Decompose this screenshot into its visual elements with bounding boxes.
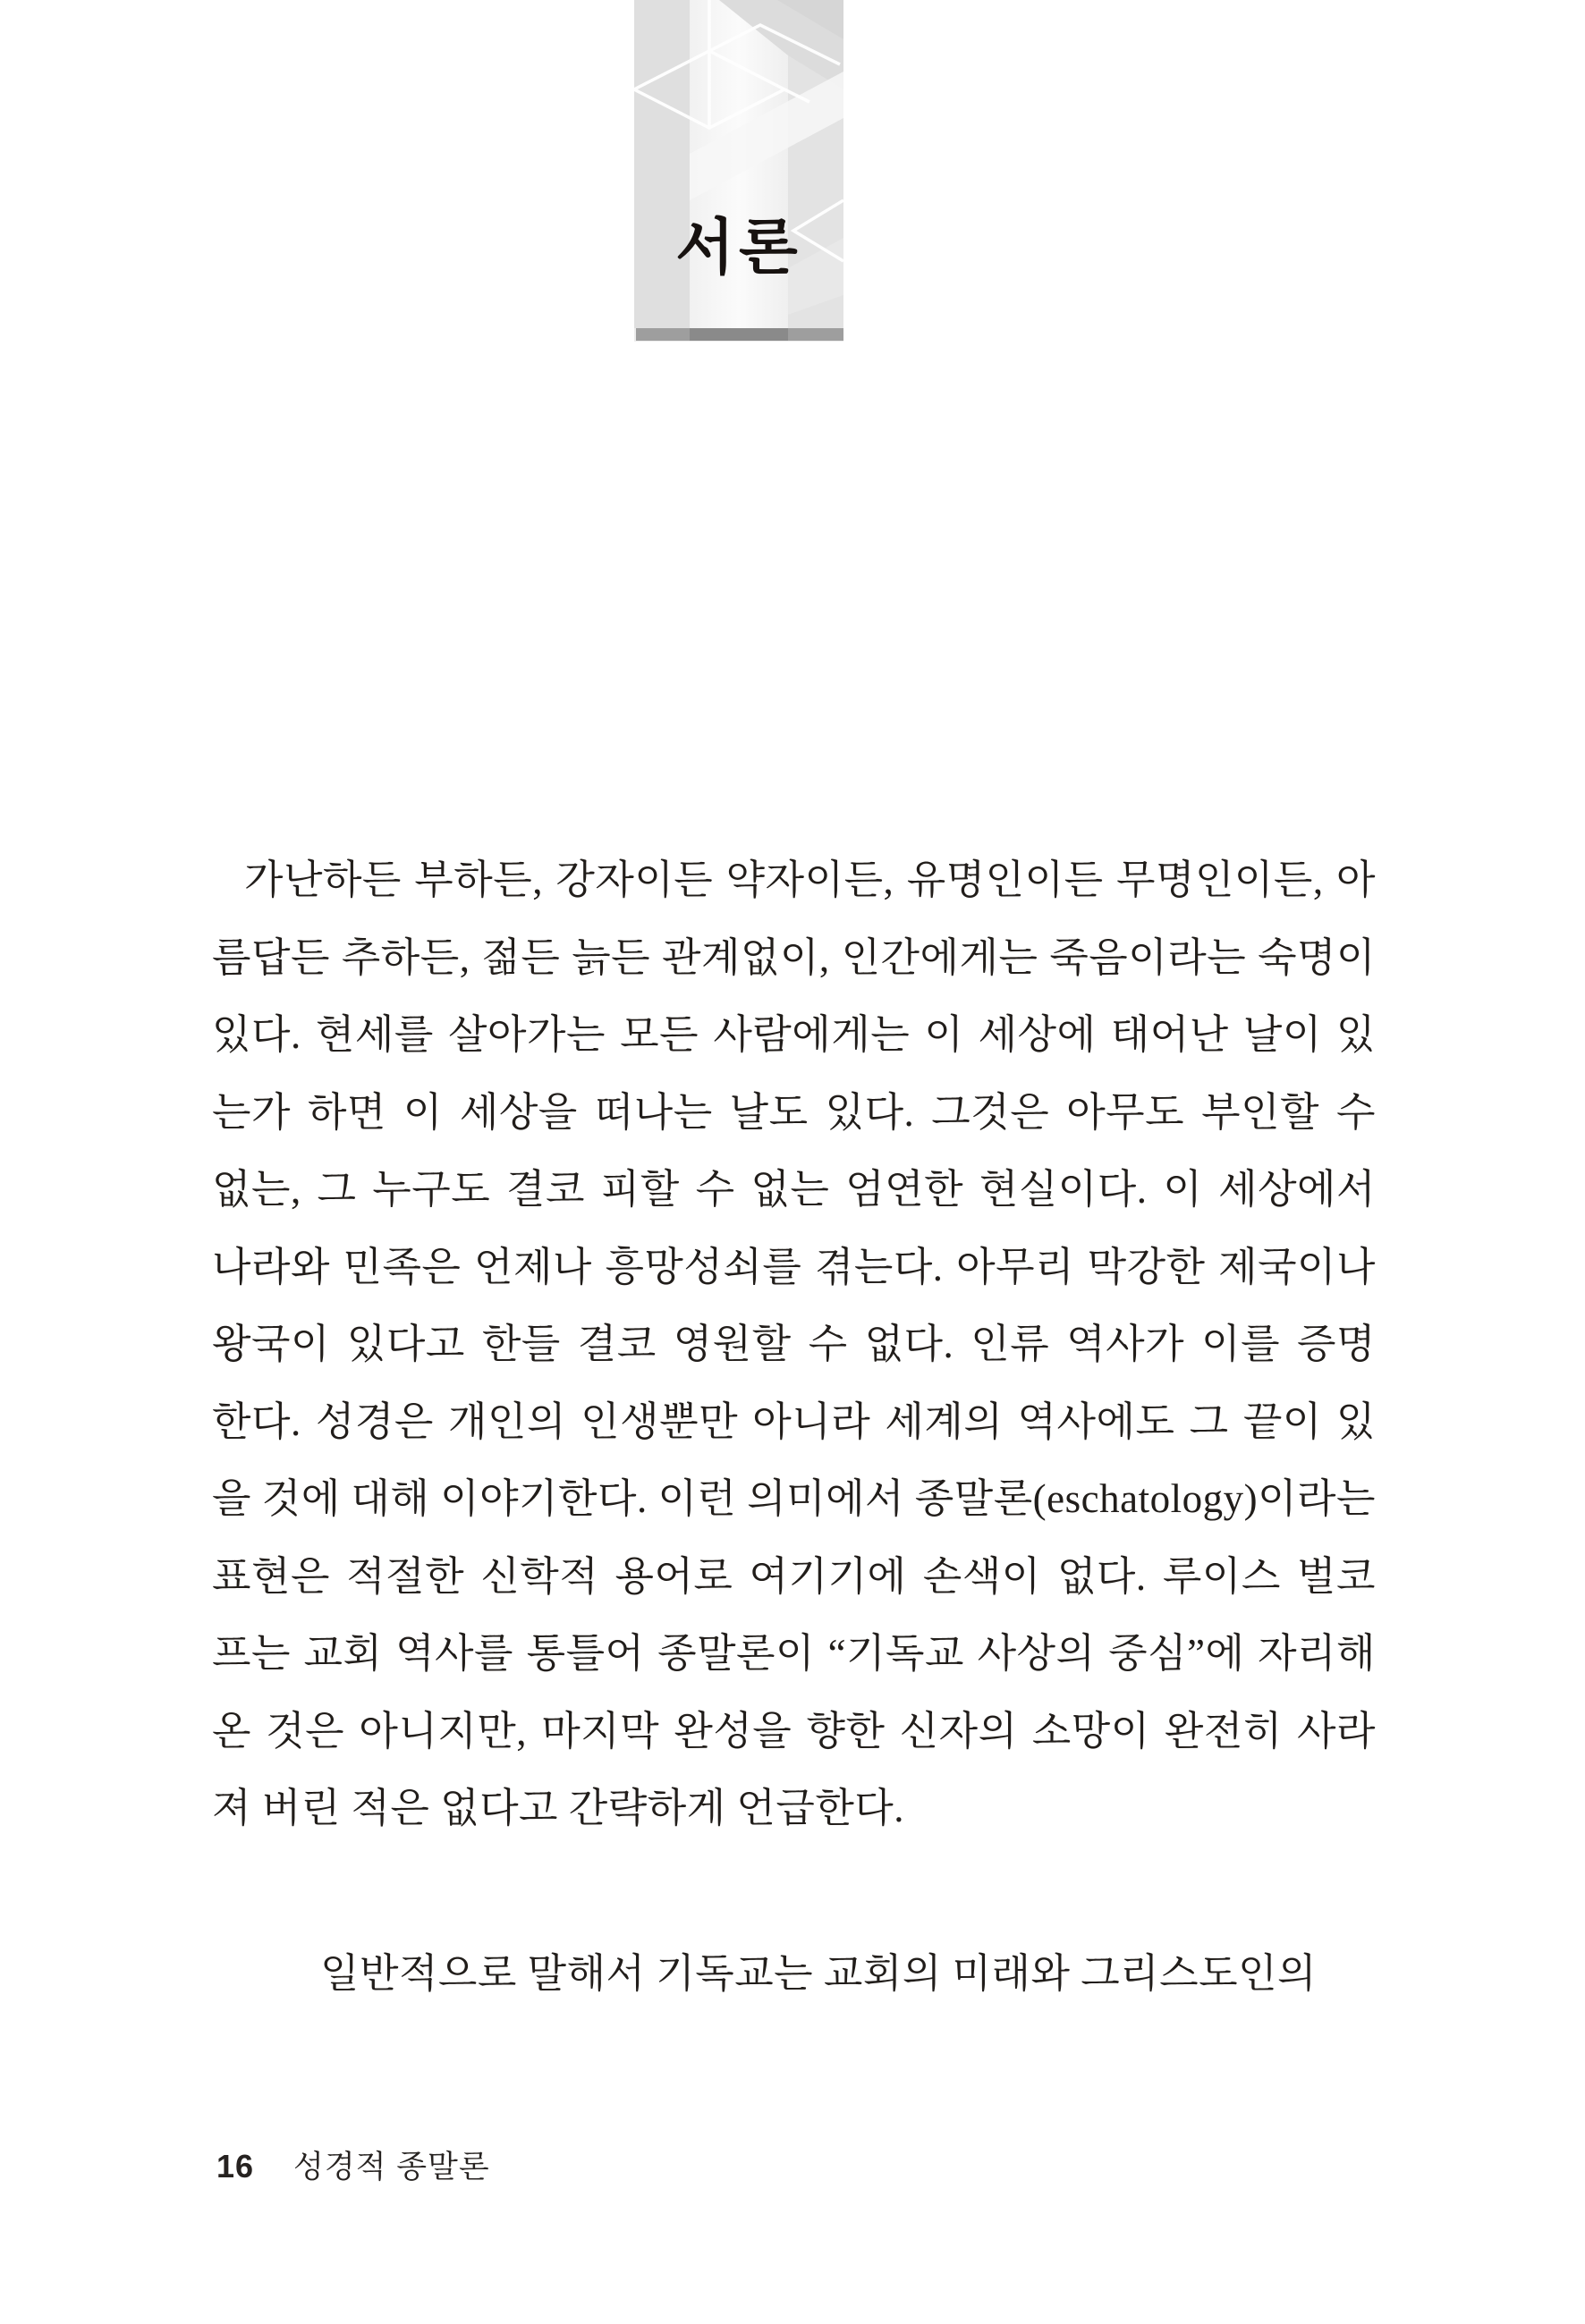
body-line: 일반적으로 말해서 기독교는 교회의 미래와 그리스도인의 [320,1951,1318,1996]
body-line: 가난하든 부하든, 강자이든 약자이든, 유명인이든 무명인이든, 아 [244,858,1376,902]
isometric-cubes-graphic [634,0,843,342]
chapter-title: 서론 [675,214,802,282]
body-line: 표현은 적절한 신학적 용어로 여기기에 손색이 없다. 루이스 벌코 [212,1553,1376,1599]
body-line: 있다. 현세를 살아가는 모든 사람에게는 이 세상에 태어난 날이 있 [212,1012,1376,1057]
body-line: 을 것에 대해 이야기한다. 이런 의미에서 종말론(eschatology)이라는 [212,1476,1376,1521]
chapter-header-art [634,0,843,342]
page-footer [216,2142,490,2187]
running-title: 성경적 종말론 [293,2150,490,2185]
body-line: 나라와 민족은 언제나 흥망성쇠를 겪는다. 아무리 막강한 제국이나 [212,1244,1376,1289]
body-line: 프는 교회 역사를 통틀어 종말론이 “기독교 사상의 중심”에 자리해 [212,1631,1376,1676]
body-line: 져 버린 적은 없다고 간략하게 언급한다. [212,1786,905,1830]
body-paragraph-2 [212,1935,1376,2013]
body-line: 한다. 성경은 개인의 인생뿐만 아니라 세계의 역사에도 그 끝이 있 [212,1399,1376,1444]
body-line: 왕국이 있다고 한들 결코 영원할 수 없다. 인류 역사가 이를 증명 [212,1322,1376,1366]
body-line: 는가 하면 이 세상을 떠나는 날도 있다. 그것은 아무도 부인할 수 [212,1089,1376,1135]
body-line: 온 것은 아니지만, 마지막 완성을 향한 신자의 소망이 완전히 사라 [212,1708,1376,1754]
page-number: 16 [216,2148,255,2185]
body-text-block [212,841,1376,1847]
body-line: 름답든 추하든, 젊든 늙든 관계없이, 인간에게는 죽음이라는 숙명이 [212,934,1376,980]
body-line: 없는, 그 누구도 결코 피할 수 없는 엄연한 현실이다. 이 세상에서 [212,1167,1376,1212]
